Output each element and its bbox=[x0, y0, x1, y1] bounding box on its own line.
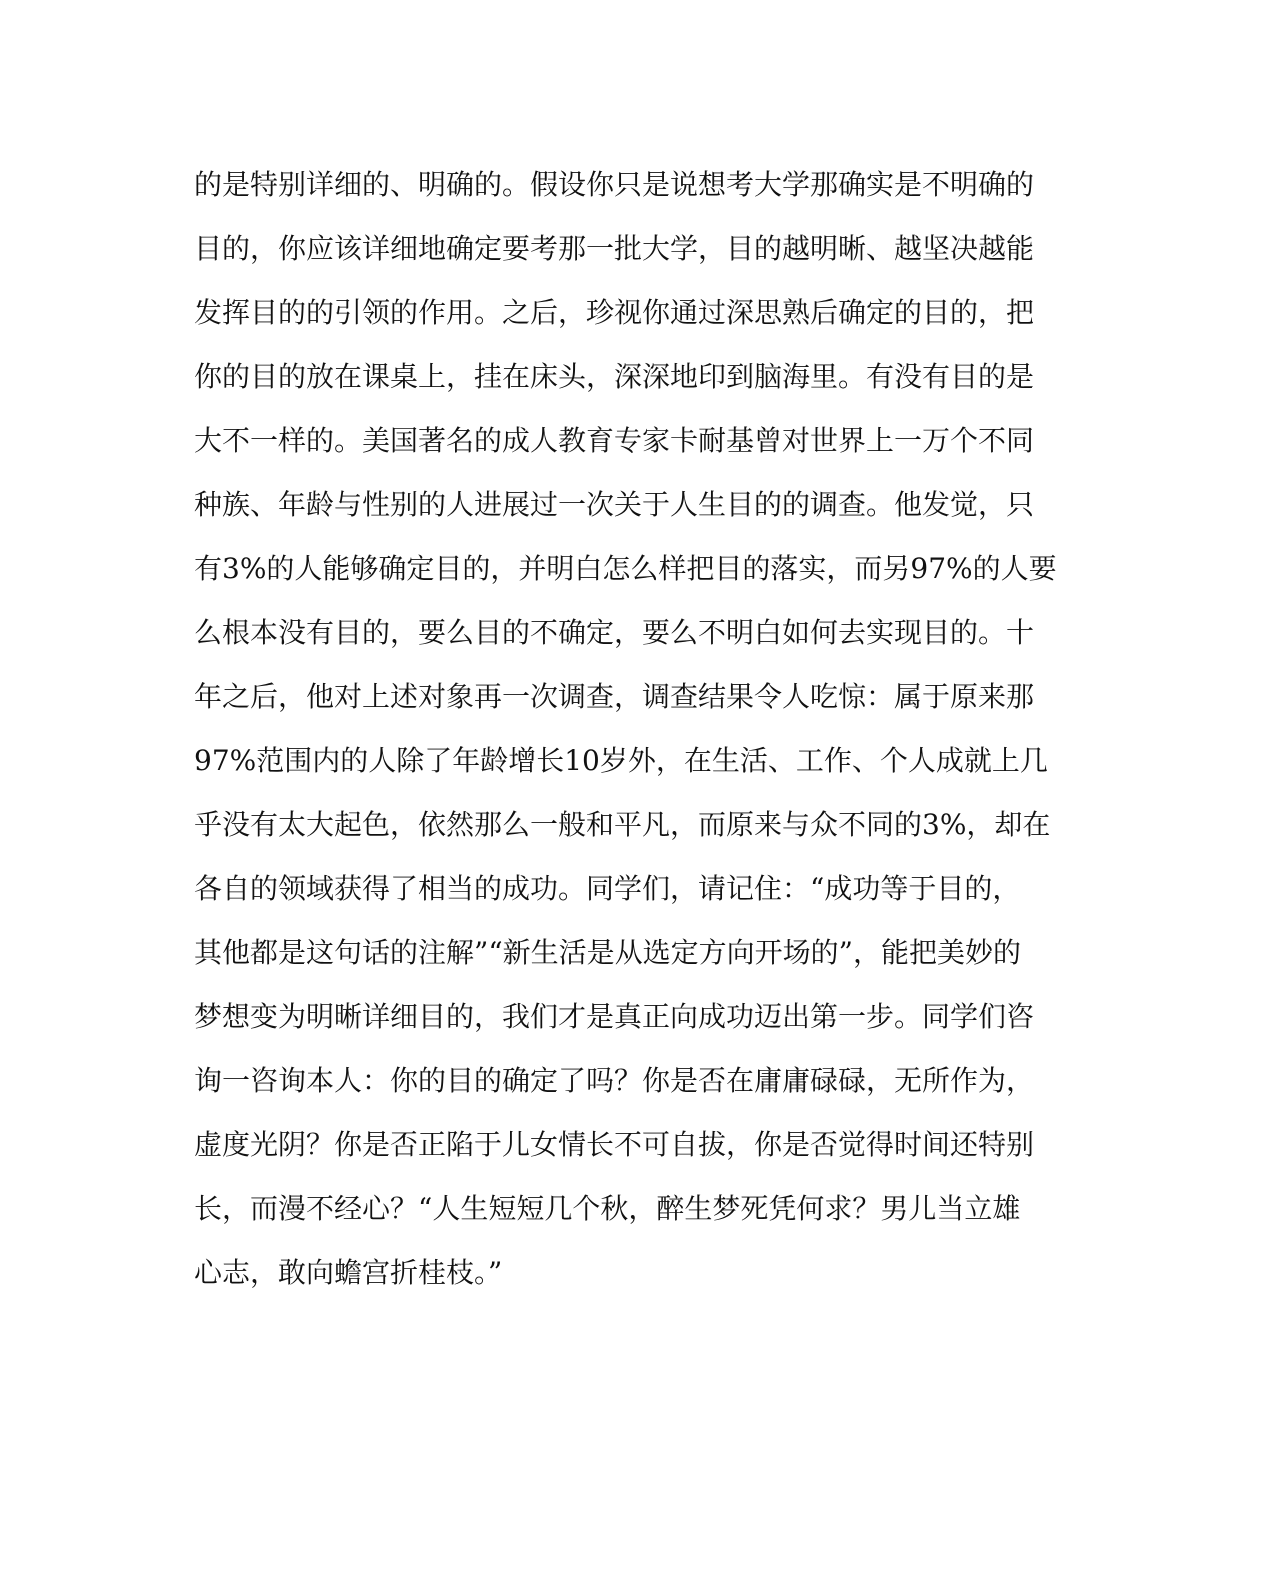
text-line: 询一咨询本人：你的目的确定了吗？你是否在庸庸碌碌，无所作为， bbox=[194, 1064, 1035, 1097]
text-line: 么根本没有目的，要么目的不确定，要么不明白如何去实现目的。十 bbox=[194, 616, 1035, 649]
text-line: 乎没有太大起色，依然那么一般和平凡，而原来与众不同的3%，却在 bbox=[194, 808, 1051, 841]
text-line: 各自的领域获得了相当的成功。同学们，请记住：“成功等于目的， bbox=[194, 872, 1021, 905]
text-line: 大不一样的。美国著名的成人教育专家卡耐基曾对世界上一万个不同 bbox=[194, 424, 1035, 457]
text-line: 其他都是这句话的注解”“新生活是从选定方向开场的”，能把美妙的 bbox=[194, 936, 1021, 969]
text-line: 有3%的人能够确定目的，并明白怎么样把目的落实，而另97%的人要 bbox=[194, 552, 1057, 585]
text-line: 虚度光阴？你是否正陷于儿女情长不可自拔，你是否觉得时间还特别 bbox=[194, 1128, 1035, 1161]
body-text bbox=[194, 153, 1064, 1305]
text-line: 梦想变为明晰详细目的，我们才是真正向成功迈出第一步。同学们咨 bbox=[194, 1000, 1035, 1033]
text-line: 97%范围内的人除了年龄增长10岁外，在生活、工作、个人成就上几 bbox=[194, 744, 1048, 777]
text-line: 目的，你应该详细地确定要考那一批大学，目的越明晰、越坚决越能 bbox=[194, 232, 1035, 265]
text-line: 长，而漫不经心？“人生短短几个秋，醉生梦死凭何求？男儿当立雄 bbox=[194, 1192, 1021, 1225]
text-line: 的是特别详细的、明确的。假设你只是说想考大学那确实是不明确的 bbox=[194, 168, 1035, 201]
text-line: 你的目的放在课桌上，挂在床头，深深地印到脑海里。有没有目的是 bbox=[194, 360, 1035, 393]
text-line: 种族、年龄与性别的人进展过一次关于人生目的的调查。他发觉，只 bbox=[194, 488, 1035, 521]
text-line: 年之后，他对上述对象再一次调查，调查结果令人吃惊：属于原来那 bbox=[194, 680, 1035, 713]
text-line: 发挥目的的引领的作用。之后，珍视你通过深思熟后确定的目的，把 bbox=[194, 296, 1035, 329]
text-line: 心志，敢向蟾宫折桂枝。” bbox=[194, 1256, 503, 1289]
